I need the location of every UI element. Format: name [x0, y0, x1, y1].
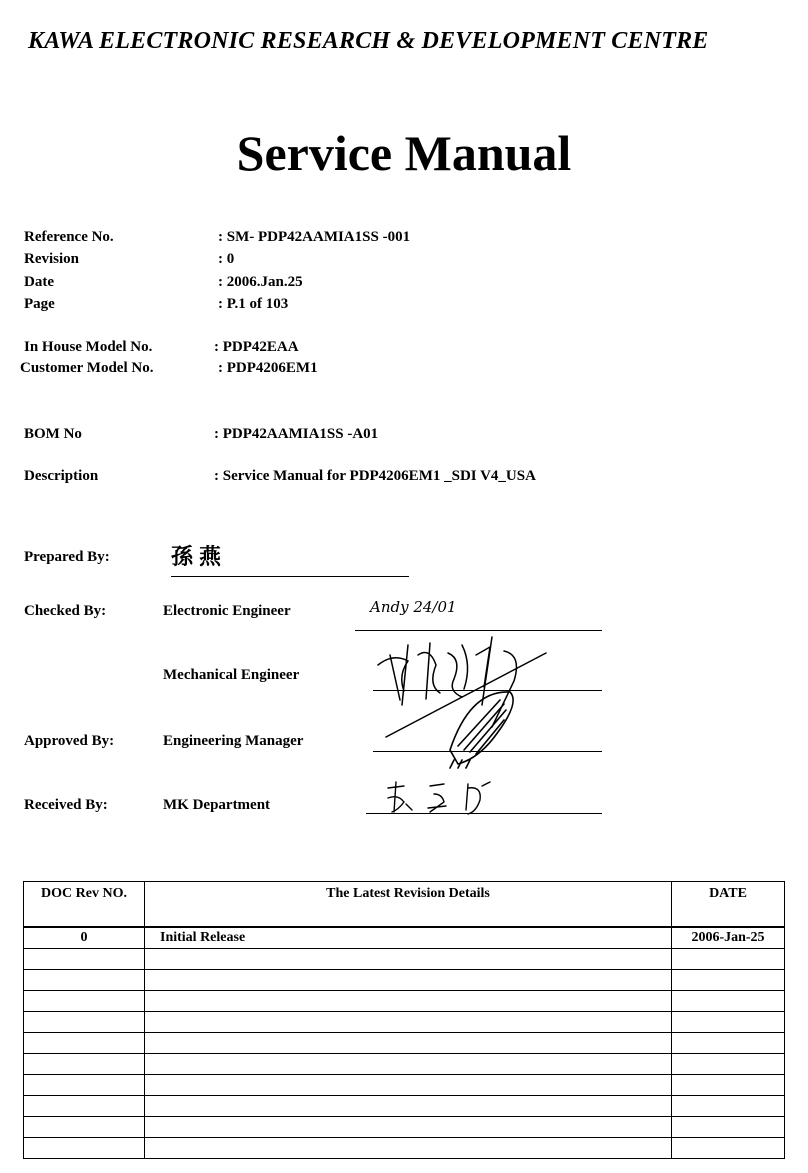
- date-cell: [672, 1117, 785, 1138]
- rev-cell: 0: [24, 927, 145, 949]
- date-cell: [672, 1012, 785, 1033]
- table-row: [24, 1075, 785, 1096]
- details-cell: [145, 949, 672, 970]
- rev-cell: [24, 1012, 145, 1033]
- rev-cell: [24, 991, 145, 1012]
- details-cell: [145, 1138, 672, 1159]
- prepared-signature: 孫燕: [171, 545, 228, 570]
- approved-by-label: Approved By:: [24, 733, 115, 749]
- rev-cell: [24, 970, 145, 991]
- engineering-manager-label: Engineering Manager: [163, 733, 304, 749]
- mechanical-engineer-label: Mechanical Engineer: [163, 667, 300, 683]
- rev-cell: [24, 1138, 145, 1159]
- table-row: [24, 949, 785, 970]
- details-header: The Latest Revision Details: [145, 882, 672, 928]
- date-cell: [672, 949, 785, 970]
- prepared-by-label: Prepared By:: [24, 549, 110, 565]
- details-cell: [145, 1075, 672, 1096]
- description-label: Description: [24, 468, 99, 484]
- bom-label: BOM No: [24, 426, 82, 442]
- in-house-model-value: : PDP42EAA: [214, 339, 299, 355]
- approved-signature-drawing: [440, 680, 530, 770]
- table-row: [24, 970, 785, 991]
- description-value: : Service Manual for PDP4206EM1 _SDI V4_USA: [214, 468, 536, 484]
- electronic-signature: Andy 24/01: [370, 598, 457, 616]
- customer-model-label: Customer Model No.: [20, 360, 154, 376]
- table-row: [24, 1117, 785, 1138]
- reference-value: : SM- PDP42AAMIA1SS -001: [218, 229, 411, 245]
- details-cell: [145, 1054, 672, 1075]
- document-title: Service Manual: [236, 125, 572, 181]
- date-cell: [672, 1075, 785, 1096]
- date-value: : 2006.Jan.25: [218, 274, 303, 290]
- rev-cell: [24, 949, 145, 970]
- date-label: Date: [24, 274, 54, 290]
- rev-cell: [24, 1054, 145, 1075]
- doc-rev-header: DOC Rev NO.: [24, 882, 145, 928]
- page-value: : P.1 of 103: [218, 296, 289, 312]
- date-cell: 2006-Jan-25: [672, 927, 785, 949]
- date-cell: [672, 1138, 785, 1159]
- details-cell: [145, 970, 672, 991]
- details-cell: [145, 1096, 672, 1117]
- table-row: [24, 1096, 785, 1117]
- details-cell: [145, 991, 672, 1012]
- revision-table: [23, 881, 785, 1159]
- details-cell: [145, 1033, 672, 1054]
- reference-label: Reference No.: [24, 229, 114, 245]
- table-row: [24, 1033, 785, 1054]
- date-cell: [672, 1054, 785, 1075]
- revision-label: Revision: [24, 251, 80, 267]
- table-row: [24, 1012, 785, 1033]
- rev-cell: [24, 1033, 145, 1054]
- company-header: KAWA ELECTRONIC RESEARCH & DEVELOPMENT CENTRE: [28, 28, 709, 54]
- page-label: Page: [24, 296, 55, 312]
- table-row: [24, 991, 785, 1012]
- table-row: [24, 1138, 785, 1159]
- mk-department-label: MK Department: [163, 797, 271, 813]
- received-signature-drawing: [384, 778, 494, 818]
- rev-cell: [24, 1117, 145, 1138]
- received-by-label: Received By:: [24, 797, 108, 813]
- table-row: [24, 1054, 785, 1075]
- bom-value: : PDP42AAMIA1SS -A01: [214, 426, 379, 442]
- revision-value: : 0: [218, 251, 235, 267]
- table-row: [24, 927, 785, 949]
- checked-by-label: Checked By:: [24, 603, 107, 619]
- date-cell: [672, 1033, 785, 1054]
- rev-cell: [24, 1075, 145, 1096]
- details-cell: [145, 1012, 672, 1033]
- rev-cell: [24, 1096, 145, 1117]
- details-cell: Initial Release: [145, 927, 672, 949]
- customer-model-value: : PDP4206EM1: [218, 360, 318, 376]
- electronic-engineer-label: Electronic Engineer: [163, 603, 291, 619]
- date-cell: [672, 991, 785, 1012]
- date-cell: [672, 970, 785, 991]
- revision-table-header: [24, 882, 785, 928]
- details-cell: [145, 1117, 672, 1138]
- date-header: DATE: [672, 882, 785, 928]
- in-house-model-label: In House Model No.: [24, 339, 153, 355]
- prepared-signature-line: [171, 576, 409, 577]
- date-cell: [672, 1096, 785, 1117]
